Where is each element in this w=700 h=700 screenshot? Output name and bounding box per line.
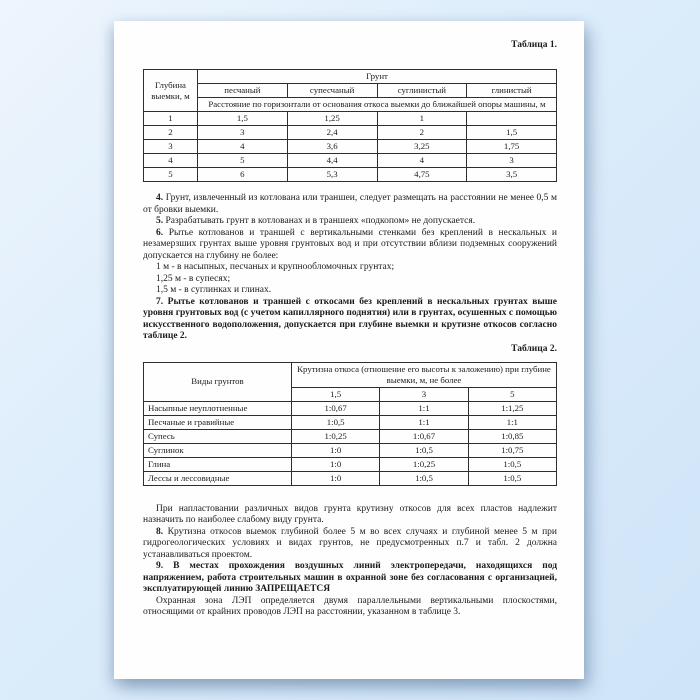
table-row (144, 457, 557, 471)
table-cell: 1:0 (292, 443, 380, 457)
table1-col-loam: суглинистый (377, 84, 467, 98)
table2-soil-header: Виды грунтов (144, 362, 292, 401)
table2-depth-col-2: 3 (380, 387, 468, 401)
table-cell: 1:1,25 (468, 401, 556, 415)
paragraph-block-2 (143, 504, 557, 619)
table-row (144, 98, 557, 112)
paragraph-5 (143, 216, 557, 228)
table-cell: 4,75 (377, 168, 467, 182)
table-cell: 1 (377, 112, 467, 126)
soil-name: Насыпные неуплотненные (144, 401, 292, 415)
document-content (143, 40, 557, 619)
table-cell: 4 (144, 154, 198, 168)
table-cell: 4 (198, 140, 288, 154)
table-cell: 1:0 (292, 471, 380, 485)
table1-depth-header: Глубина выемки, м (144, 70, 198, 112)
soil-name: Суглинок (144, 443, 292, 457)
table1-col-clay: глинистый (467, 84, 557, 98)
table-cell: 1:0,67 (380, 429, 468, 443)
table-row (144, 112, 557, 126)
paragraph-strata: При напластовании различных видов грунта крутизну откосов для всех пластов надлежит назначить по наиболее слабому виду грунта. (143, 503, 557, 525)
table1-col-sandy-loam: супесчаный (287, 84, 377, 98)
table-cell: 4 (377, 154, 467, 168)
table-cell: 3,5 (467, 168, 557, 182)
paragraph-9 (143, 561, 557, 596)
table-cell: 1:0,5 (292, 415, 380, 429)
soil-name: Глина (144, 457, 292, 471)
table-cell: 1,5 (198, 112, 288, 126)
table-cell: 1:1 (380, 401, 468, 415)
table-cell: 3 (467, 154, 557, 168)
table-cell: 1,75 (467, 140, 557, 154)
table-cell: 1:0,67 (292, 401, 380, 415)
table-row (144, 401, 557, 415)
table-row (144, 429, 557, 443)
table2-depth-col-3: 5 (468, 387, 556, 401)
paragraph-block-1 (143, 193, 557, 343)
paragraph-number: 7. (156, 296, 164, 307)
paragraph-6-item-2: 1,25 м - в супесях; (156, 273, 231, 284)
paragraph-6 (143, 228, 557, 263)
table-row (144, 140, 557, 154)
table-cell: 1:0,5 (468, 457, 556, 471)
table-cell: 1:0,5 (380, 443, 468, 457)
paragraph-number: 9. (156, 561, 164, 571)
paragraph-number: 4. (156, 193, 164, 203)
table1-excavator-distance (143, 69, 557, 182)
table-row (144, 415, 557, 429)
table1-label: Таблица 1. (511, 40, 557, 50)
document-page (114, 21, 584, 679)
table-row (144, 84, 557, 98)
paragraph-8 (143, 527, 557, 562)
table2-depth-col-1: 1,5 (292, 387, 380, 401)
paragraph-lep-zone: Охранная зона ЛЭП определяется двумя параллельными вертикальными плоскостями, относящими от крайних проводов ЛЭП на расстоянии, указанном в таблице 3. (143, 595, 557, 617)
table-cell: 1:0,85 (468, 429, 556, 443)
paragraph-text: Рытье котлованов и траншей с вертикальными стенками без креплений в нескальных и незамерзших грунтах выше уровня грунтовых вод и при отсутствии вблизи подземных сооружений допускается на глубину не более: (143, 227, 558, 261)
table-cell: 4,4 (287, 154, 377, 168)
soil-name: Лессы и лессовидные (144, 471, 292, 485)
table1-col-sand: песчаный (198, 84, 288, 98)
table-row (144, 154, 557, 168)
paragraph-7 (143, 297, 557, 343)
paragraph-number: 8. (156, 526, 164, 537)
paragraph-text: Рытье котлованов и траншей с откосами без креплений в нескальных грунтах выше уровня грунтовых вод (с учетом капиллярного поднятия) или в грунтах, осушенных с помощью искусственного водоположения, допускается при глубине выемки и крутизне откосов согласно таблице 2. (143, 296, 558, 341)
soil-name: Супесь (144, 429, 292, 443)
table2-slope-steepness (143, 362, 557, 486)
table-cell: 1:0,75 (468, 443, 556, 457)
table1-distance-note: Расстояние по горизонтали от основания откоса выемки до ближайшей опоры машины, м (198, 98, 557, 112)
table-cell: 1:1 (380, 415, 468, 429)
table-cell: 3,25 (377, 140, 467, 154)
table-row (144, 362, 557, 387)
table-row (144, 471, 557, 485)
paragraph-text: В местах прохождения воздушных линий электропередачи, находящихся под напряжением, работа строительных машин в охранной зоне без согласования с организацией, эксплуатирующей линию ЗАПРЕЩАЕТСЯ (143, 561, 558, 594)
table-cell: 1:0 (292, 457, 380, 471)
table-cell: 3 (198, 126, 288, 140)
table-cell: 3 (144, 140, 198, 154)
table1-group-header: Грунт (198, 70, 557, 84)
table-cell: 2 (144, 126, 198, 140)
paragraph-4 (143, 193, 557, 216)
table-cell: 1:0,5 (468, 471, 556, 485)
table2-label: Таблица 2. (511, 343, 557, 354)
table-cell (467, 112, 557, 126)
table-cell: 1:0,25 (380, 457, 468, 471)
soil-name: Песчаные и гравийные (144, 415, 292, 429)
table-cell: 3,6 (287, 140, 377, 154)
table-row (144, 443, 557, 457)
paragraph-number: 6. (156, 227, 164, 238)
table-cell: 5,3 (287, 168, 377, 182)
table-cell: 2 (377, 126, 467, 140)
table-cell: 1 (144, 112, 198, 126)
paragraph-6-item-1: 1 м - в насыпных, песчаных и крупнообломочных грунтах; (156, 262, 395, 272)
table2-group-header: Крутизна откоса (отношение его высоты к заложению) при глубине выемки, м, не более (292, 362, 557, 387)
table-cell: 1,25 (287, 112, 377, 126)
paragraph-text: Крутизна откосов выемок глубиной более 5 м во всех случаях и глубиной менее 5 м при гидрогеологических условиях и видах грунтов, не предусмотренных п.7 и табл. 2 должна устанавливаться проектом. (143, 526, 558, 560)
paragraph-text: Разрабатывать грунт в котлованах и в траншеях «подкопом» не допускается. (165, 216, 476, 226)
paragraph-number: 5. (156, 216, 164, 226)
table-cell: 1,5 (467, 126, 557, 140)
table-cell: 1:0,5 (380, 471, 468, 485)
table-row (144, 70, 557, 84)
table-row (144, 168, 557, 182)
paragraph-text: Грунт, извлеченный из котлована или траншеи, следует размещать на расстоянии не менее 0,5 м от бровки выемки. (143, 193, 557, 215)
table-row (144, 126, 557, 140)
table-cell: 1:1 (468, 415, 556, 429)
table-cell: 6 (198, 168, 288, 182)
paragraph-6-item-3: 1,5 м - в суглинках и глинах. (156, 285, 272, 295)
table-cell: 5 (198, 154, 288, 168)
table-cell: 2,4 (287, 126, 377, 140)
table-cell: 5 (144, 168, 198, 182)
table-cell: 1:0,25 (292, 429, 380, 443)
